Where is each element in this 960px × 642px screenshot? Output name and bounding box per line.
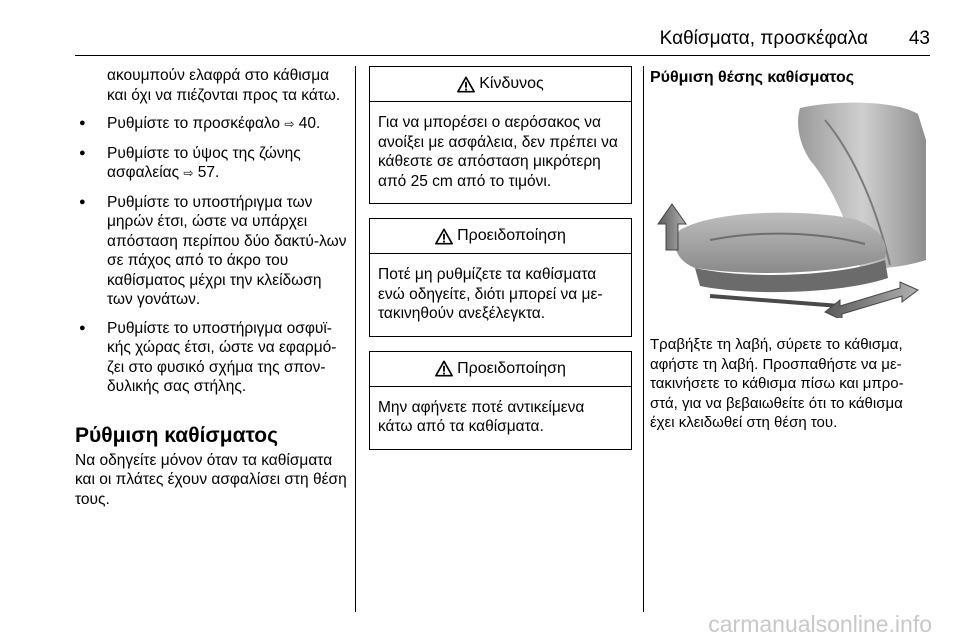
notice-box-warning-objects xyxy=(369,351,632,450)
bullet-list xyxy=(75,114,347,397)
bullet-text: Ρυθμίστε το προσκέφαλο xyxy=(107,115,285,132)
bullet-text: Ρυθμίστε το υποστήριγμα οσφυϊ-κής χώρας έτσι, ώστε να εφαρμό-ζει στο φυσικό σχήμα της σπον-δυλικής σας στήλης. xyxy=(107,319,337,395)
notice-header xyxy=(370,219,631,254)
seat-position-instructions: Τραβήξτε τη λαβή, σύρετε το κάθισμα, αφήστε τη λαβή. Προσπαθήστε να με-τακινήσετε το κάθισμα πίσω και μπρο-στά, για να βεβαιωθείτε ότι το κάθισμα έχει κλειδωθεί στη θέση του. xyxy=(650,336,904,431)
left-column xyxy=(75,66,347,509)
bullet-item-thigh-support xyxy=(75,193,347,310)
section-heading-seat-adjustment: Ρύθμιση καθίσματος xyxy=(75,423,279,447)
notice-title: Κίνδυνος xyxy=(479,75,544,93)
warning-triangle-icon xyxy=(457,76,475,93)
continuation-paragraph: ακουμπούν ελαφρά στο κάθισμα και όχι να πιέζονται προς τα κάτω. xyxy=(107,67,341,104)
page-ref-icon: ⇨ xyxy=(183,166,194,180)
notice-body: Μην αφήνετε ποτέ αντικείμενα κάτω από τα καθίσματα. xyxy=(378,398,585,435)
notice-header xyxy=(370,352,631,387)
warning-triangle-icon xyxy=(435,228,453,245)
notice-box-warning xyxy=(369,218,632,337)
bullet-text: Ρυθμίστε το ύψος της ζώνης ασφαλείας xyxy=(107,144,301,181)
notice-box-danger xyxy=(369,66,632,204)
page-ref-icon: ⇨ xyxy=(284,117,295,131)
notice-body: Ποτέ μη ρυθμίζετε τα καθίσματα ενώ οδηγείτε, διότι μπορεί να με-τακινηθούν ανεξέλεγκτα. xyxy=(378,266,603,322)
section-body: Να οδηγείτε μόνον όταν τα καθίσματα και οι πλάτες έχουν ασφαλίσει στη θέση τους. xyxy=(75,451,347,508)
column-divider-left xyxy=(355,66,356,612)
notice-title: Προειδοποίηση xyxy=(457,227,566,245)
seat-adjustment-illustration xyxy=(650,100,926,318)
bullet-item-lumbar-support xyxy=(75,319,347,397)
right-column xyxy=(650,66,930,433)
warning-triangle-icon xyxy=(435,360,453,377)
middle-column xyxy=(369,66,632,464)
section-heading-seat-position: Ρύθμιση θέσης καθίσματος xyxy=(650,69,855,86)
bullet-text: Ρυθμίστε το υποστήριγμα των μηρών έτσι, ώστε να υπάρχει απόσταση περίπου δύο δακτύ-λων σε πάχος από το άκρο του καθίσματος μέχρι την κλείδωση των γονάτων. xyxy=(107,193,347,308)
seat-cushion-shape xyxy=(675,212,886,272)
seat-rail xyxy=(710,296,840,306)
page-ref[interactable]: 57. xyxy=(197,164,220,181)
notice-title: Προειδοποίηση xyxy=(457,359,566,377)
bullet-item-headrest xyxy=(75,114,347,135)
header-rule xyxy=(75,55,930,56)
watermark: carmanualsonline.info xyxy=(708,611,932,637)
page-header-title: Καθίσματα, προσκέφαλα xyxy=(659,28,868,49)
bullet-item-belt-height xyxy=(75,144,347,184)
page-number: 43 xyxy=(908,28,930,49)
page-ref[interactable]: 40. xyxy=(298,115,321,132)
column-divider-right xyxy=(643,66,644,612)
notice-header xyxy=(370,67,631,102)
notice-body: Για να μπορέσει ο αερόσακος να ανοίξει με ασφάλεια, δεν πρέπει να κάθεστε σε απόσταση μικρότερη από 25 cm από το τιμόνι. xyxy=(378,114,618,190)
